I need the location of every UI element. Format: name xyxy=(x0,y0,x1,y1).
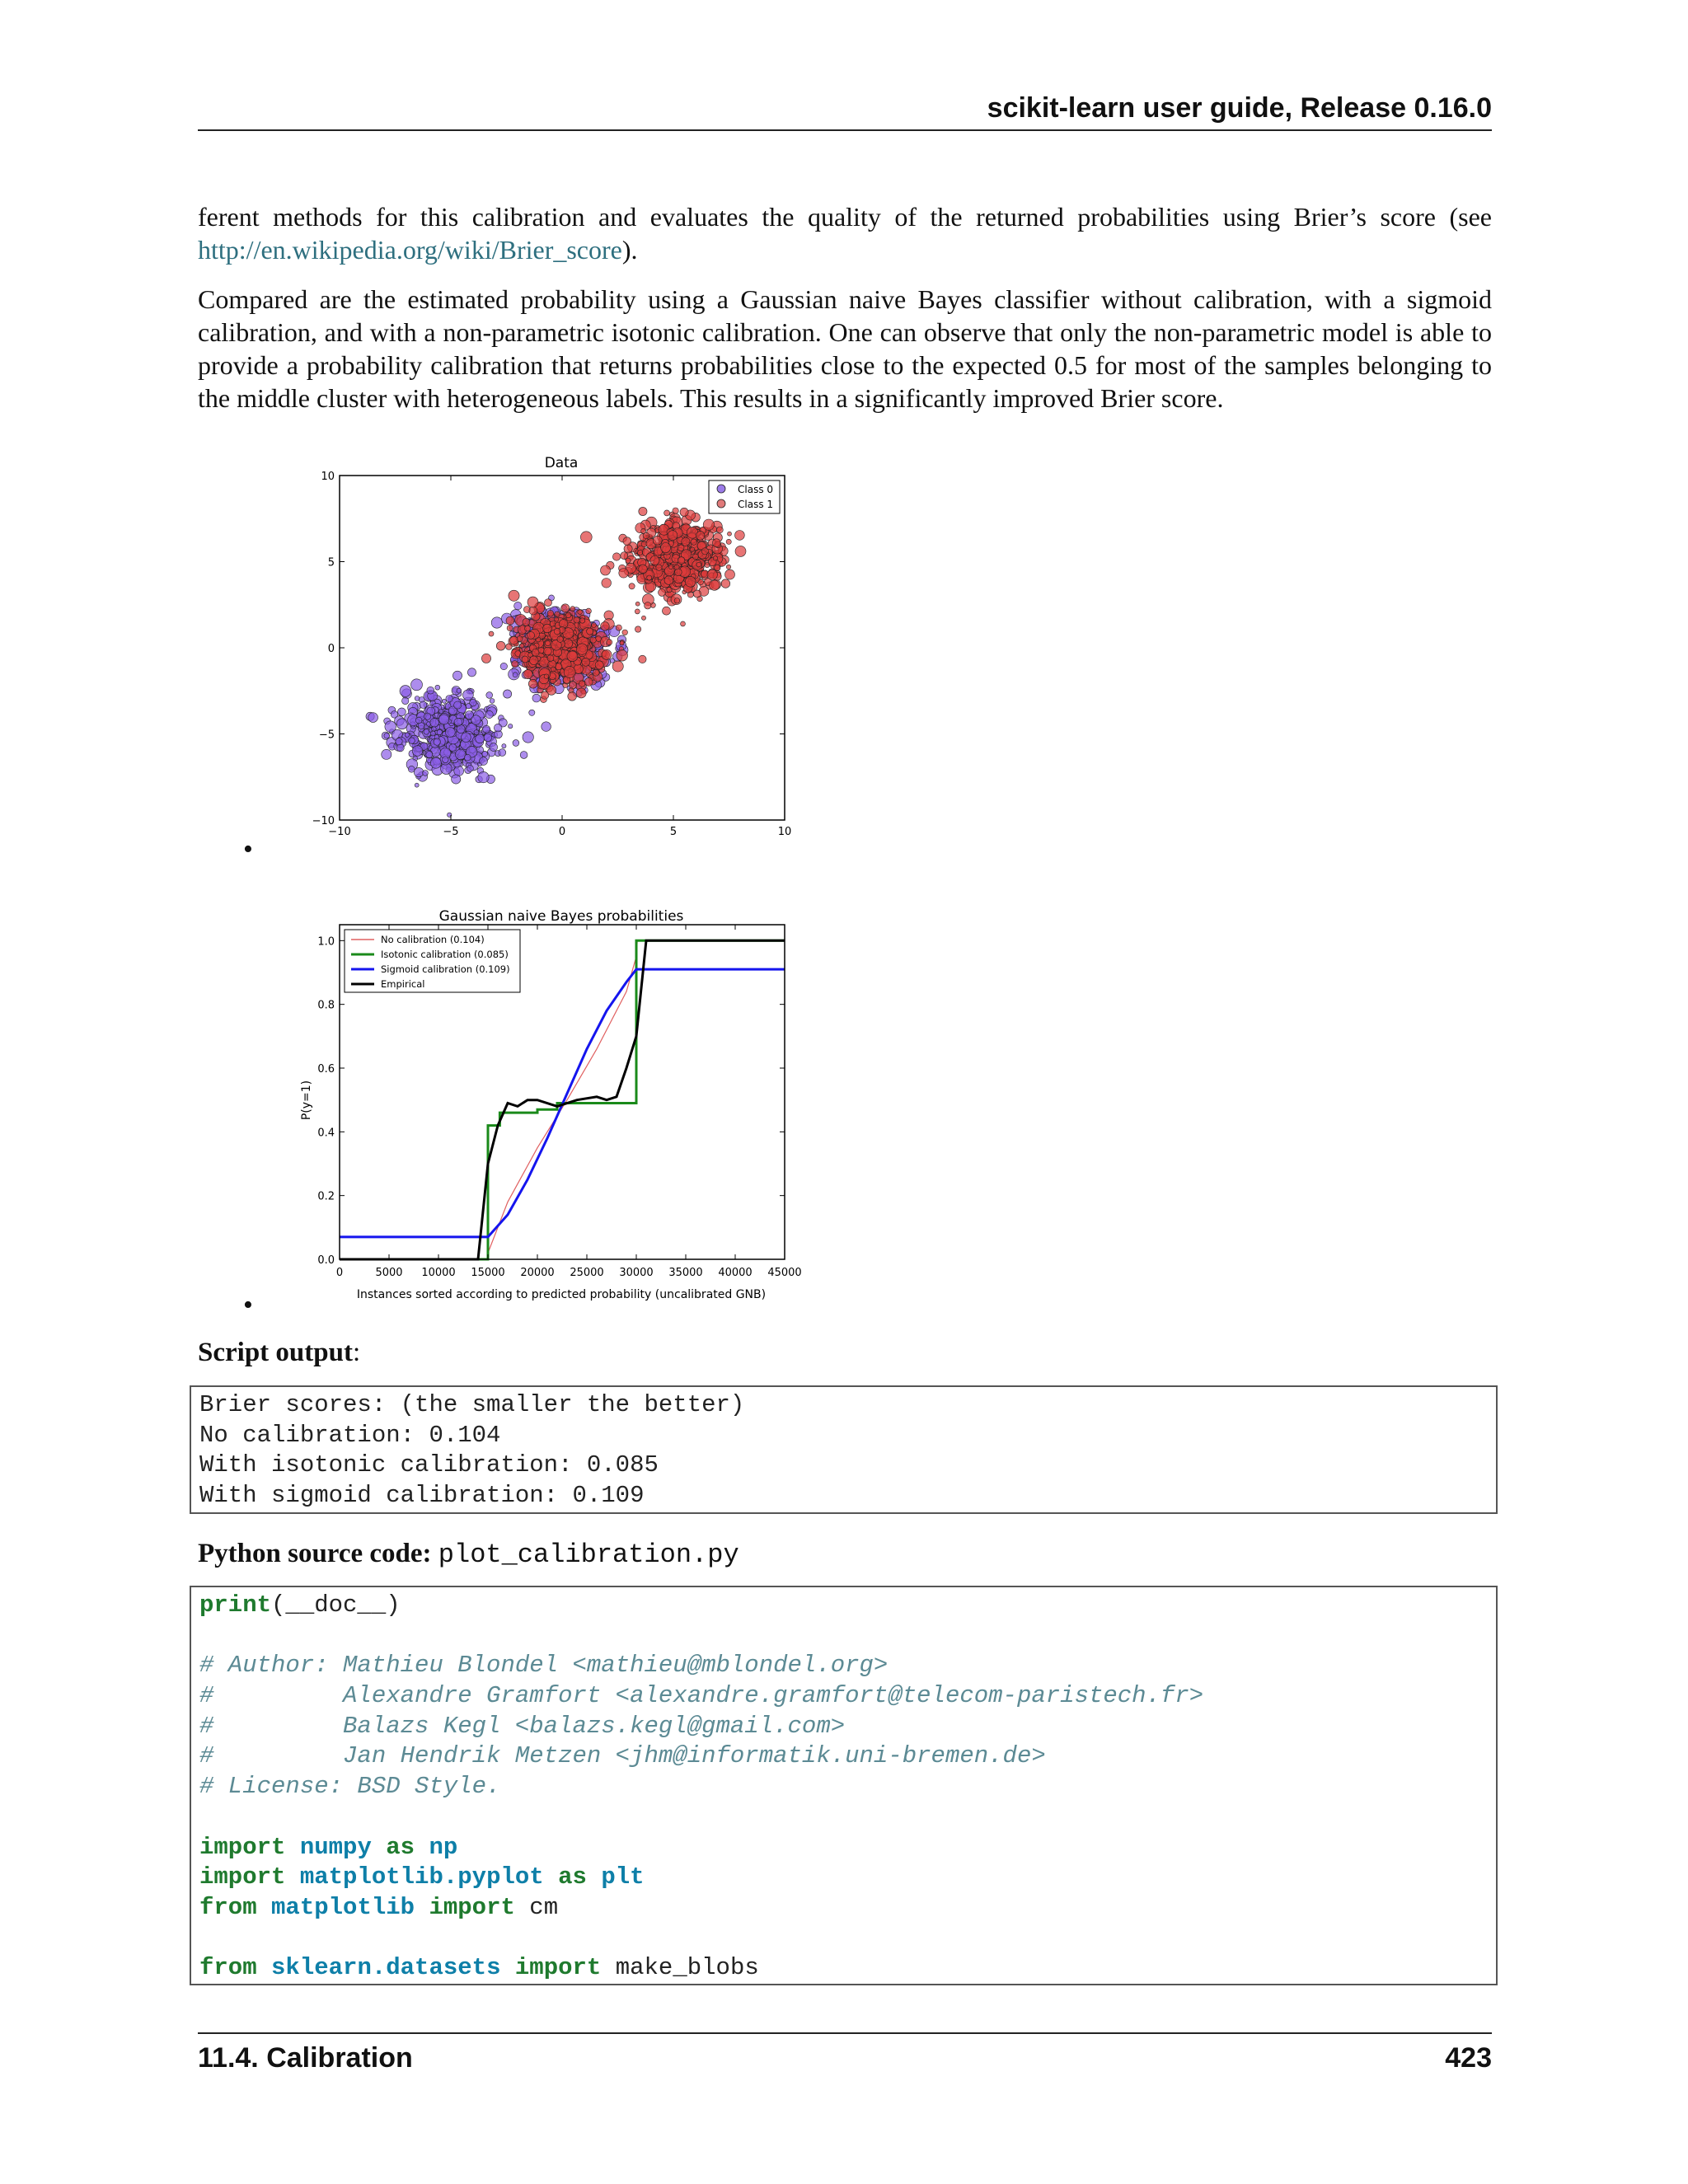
scatter-point-class1 xyxy=(565,612,571,618)
scatter-point-class1 xyxy=(693,554,699,560)
scatter-point-class1 xyxy=(715,565,720,570)
scatter-point-class1 xyxy=(681,621,686,626)
scatter-point-class1 xyxy=(509,590,519,601)
scatter-point-class0 xyxy=(467,668,476,677)
line-ytick-label: 0.0 xyxy=(317,1254,335,1267)
scatter-point-class0 xyxy=(462,733,471,743)
scatter-point-class1 xyxy=(623,537,631,546)
scatter-point-class0 xyxy=(398,708,406,716)
scatter-point-class1 xyxy=(620,641,624,645)
line-xtick-label: 30000 xyxy=(619,1267,654,1279)
scatter-xtick-label: 10 xyxy=(777,826,792,837)
code-token: as xyxy=(386,1833,415,1861)
scatter-point-class0 xyxy=(396,744,404,752)
scatter-xtick-label: −5 xyxy=(443,826,459,837)
scatter-title: Data xyxy=(544,455,579,471)
scatter-point-class0 xyxy=(424,729,429,735)
line-ytick-label: 0.6 xyxy=(317,1063,335,1076)
scatter-point-class1 xyxy=(517,636,523,642)
scatter-point-class1 xyxy=(528,631,535,639)
scatter-point-class0 xyxy=(542,722,551,732)
scatter-point-class0 xyxy=(400,686,411,697)
series-sigmoid xyxy=(340,969,785,1237)
scatter-point-class1 xyxy=(653,536,662,545)
scatter-point-class1 xyxy=(647,575,652,580)
scatter-point-class1 xyxy=(641,616,645,620)
scatter-point-class0 xyxy=(486,692,493,699)
scatter-point-class1 xyxy=(587,628,593,635)
scatter-point-class1 xyxy=(586,608,592,614)
code-token: import xyxy=(514,1954,602,1982)
scatter-point-class0 xyxy=(442,699,446,703)
scatter-point-class0 xyxy=(438,710,443,714)
scatter-point-class1 xyxy=(612,553,620,560)
source-code-title: Python source code: xyxy=(198,1539,432,1568)
scatter-point-class1 xyxy=(601,565,611,575)
scatter-point-class1 xyxy=(664,510,670,516)
scatter-point-class0 xyxy=(435,685,440,690)
scatter-point-class1 xyxy=(529,607,537,615)
scatter-point-class0 xyxy=(405,733,409,737)
scatter-point-class0 xyxy=(454,718,462,726)
scatter-point-class0 xyxy=(532,694,541,702)
data-scatter-chart xyxy=(288,449,799,837)
legend-label: Sigmoid calibration (0.109) xyxy=(381,963,510,975)
scatter-point-class1 xyxy=(528,679,537,688)
scatter-point-class0 xyxy=(457,688,462,693)
code-token: import xyxy=(199,1833,286,1861)
code-token: plt xyxy=(601,1863,645,1891)
scatter-point-class1 xyxy=(717,527,724,533)
scatter-point-class1 xyxy=(735,531,745,541)
scatter-point-class1 xyxy=(710,580,720,590)
scatter-ytick-label: 10 xyxy=(321,471,335,483)
footer-rule xyxy=(198,2032,1492,2034)
scatter-point-class0 xyxy=(402,697,409,704)
scatter-point-class0 xyxy=(439,715,449,724)
scatter-point-class1 xyxy=(635,626,640,632)
scatter-ytick-label: −5 xyxy=(318,729,335,742)
scatter-point-class1 xyxy=(639,507,647,515)
code-line xyxy=(191,1893,1496,1924)
code-token: cm xyxy=(529,1893,559,1921)
line-xtick-label: 15000 xyxy=(471,1267,505,1279)
scatter-xtick-label: 0 xyxy=(558,826,566,837)
scatter-point-class0 xyxy=(427,687,434,694)
scatter-point-class1 xyxy=(595,661,603,669)
scatter-point-class0 xyxy=(454,766,464,776)
scatter-point-class1 xyxy=(579,618,584,623)
scatter-point-class1 xyxy=(579,681,584,687)
scatter-point-class1 xyxy=(551,667,556,672)
line-xtick-label: 25000 xyxy=(570,1267,604,1279)
scatter-ytick-label: −10 xyxy=(312,815,335,827)
scatter-point-class1 xyxy=(667,587,672,592)
scatter-point-class0 xyxy=(420,701,427,709)
scatter-point-class1 xyxy=(678,557,685,565)
scatter-point-class0 xyxy=(467,766,474,772)
scatter-point-class1 xyxy=(584,677,593,686)
scatter-point-class0 xyxy=(415,717,422,724)
scatter-point-class0 xyxy=(480,757,488,766)
line-xtick-label: 10000 xyxy=(421,1267,456,1279)
scatter-point-class1 xyxy=(624,545,632,553)
scatter-point-class0 xyxy=(476,734,485,743)
code-line xyxy=(191,1924,1496,1954)
scatter-point-class0 xyxy=(430,757,441,768)
scatter-point-class1 xyxy=(592,623,597,628)
scatter-point-class0 xyxy=(384,733,390,738)
code-token: import xyxy=(429,1893,515,1921)
line-xtick-label: 35000 xyxy=(668,1267,703,1279)
scatter-point-class0 xyxy=(409,738,415,744)
scatter-point-class0 xyxy=(513,673,518,677)
scatter-point-class1 xyxy=(696,532,705,541)
scatter-ytick-label: 5 xyxy=(327,556,335,569)
scatter-point-class1 xyxy=(635,602,640,606)
legend-label: Empirical xyxy=(381,978,425,990)
output-line: With isotonic calibration: 0.085 xyxy=(199,1451,659,1479)
scatter-point-class0 xyxy=(452,671,462,680)
code-token: from xyxy=(199,1954,257,1982)
gnb-probabilities-chart xyxy=(288,902,816,1315)
scatter-point-class0 xyxy=(499,749,506,757)
scatter-point-class1 xyxy=(664,576,673,585)
page-number: 423 xyxy=(1445,2042,1492,2074)
legend-marker-class1 xyxy=(717,499,725,508)
scatter-point-class0 xyxy=(396,719,407,729)
scatter-point-class1 xyxy=(680,508,688,516)
scatter-point-class0 xyxy=(415,783,419,787)
scatter-point-class0 xyxy=(474,730,479,735)
legend-label: No calibration (0.104) xyxy=(381,934,485,945)
legend-marker-class0 xyxy=(717,485,725,493)
scatter-point-class1 xyxy=(639,565,648,574)
link-suffix: ). xyxy=(621,235,638,265)
scatter-point-class1 xyxy=(635,609,640,614)
scatter-point-class1 xyxy=(578,610,583,615)
scatter-point-class1 xyxy=(564,640,573,649)
scatter-points xyxy=(366,507,746,817)
code-token: matplotlib.pyplot xyxy=(299,1863,544,1891)
scatter-point-class1 xyxy=(728,532,732,536)
intro-paragraph xyxy=(198,200,1492,266)
scatter-point-class0 xyxy=(426,752,433,758)
scatter-point-class1 xyxy=(726,565,730,569)
scatter-point-class0 xyxy=(484,733,492,742)
scatter-point-class0 xyxy=(514,602,522,609)
scatter-point-class1 xyxy=(555,617,559,621)
scatter-point-class1 xyxy=(619,569,629,579)
code-comment: # Alexandre Gramfort <alexandre.gramfort@telecom-paristech.fr> xyxy=(199,1682,1204,1710)
scatter-point-class1 xyxy=(685,576,696,587)
scatter-point-class1 xyxy=(512,661,518,668)
scatter-point-class0 xyxy=(382,749,392,759)
scatter-point-class1 xyxy=(602,649,612,659)
scatter-point-class0 xyxy=(412,746,423,757)
scatter-legend xyxy=(709,480,780,513)
scatter-point-class1 xyxy=(582,658,590,666)
scatter-point-class1 xyxy=(721,579,730,588)
scatter-point-class1 xyxy=(523,618,530,626)
scatter-point-class1 xyxy=(481,654,490,663)
scatter-point-class0 xyxy=(494,724,502,732)
scatter-point-class1 xyxy=(617,650,628,662)
scatter-point-class1 xyxy=(668,531,678,541)
scatter-point-class0 xyxy=(483,725,490,733)
scatter-point-class1 xyxy=(523,670,532,679)
scatter-point-class0 xyxy=(396,738,402,745)
scatter-point-class0 xyxy=(437,729,442,734)
scatter-point-class0 xyxy=(446,696,452,702)
line-xtick-label: 0 xyxy=(335,1267,344,1279)
scatter-point-class1 xyxy=(547,655,554,662)
line-xtick-label: 40000 xyxy=(718,1267,753,1279)
code-token: (__doc__) xyxy=(271,1591,401,1619)
code-token: numpy xyxy=(299,1833,372,1861)
scatter-point-class1 xyxy=(650,556,659,565)
scatter-point-class1 xyxy=(528,597,538,607)
scatter-point-class1 xyxy=(520,644,524,648)
scatter-point-class1 xyxy=(639,655,646,663)
code-line xyxy=(191,1953,1496,1984)
line-ytick-label: 0.2 xyxy=(317,1190,335,1203)
scatter-point-class1 xyxy=(573,635,578,640)
bullet-1: • xyxy=(243,834,253,865)
scatter-point-class0 xyxy=(513,740,519,747)
scatter-point-class0 xyxy=(454,701,462,709)
output-line: With sigmoid calibration: 0.109 xyxy=(199,1482,645,1510)
scatter-point-class1 xyxy=(576,688,586,698)
code-token: make_blobs xyxy=(615,1954,759,1982)
scatter-point-class1 xyxy=(735,546,746,556)
scatter-point-class1 xyxy=(707,569,717,579)
scatter-point-class1 xyxy=(602,579,612,588)
scatter-point-class1 xyxy=(668,565,673,569)
scatter-point-class1 xyxy=(544,674,549,679)
scatter-point-class0 xyxy=(368,713,378,723)
scatter-point-class1 xyxy=(506,616,514,625)
scatter-point-class0 xyxy=(408,766,415,772)
line-ytick-label: 0.8 xyxy=(317,999,335,1012)
source-code-box xyxy=(190,1586,1498,1985)
scatter-point-class0 xyxy=(502,744,506,748)
scatter-point-class1 xyxy=(547,610,554,616)
scatter-point-class1 xyxy=(691,539,696,545)
output-line: Brier scores: (the smaller the better) xyxy=(199,1391,745,1418)
scatter-point-class1 xyxy=(507,626,513,631)
scatter-point-class1 xyxy=(703,519,714,530)
scatter-point-class1 xyxy=(663,607,671,615)
scatter-point-class1 xyxy=(645,602,651,609)
scatter-point-class1 xyxy=(656,565,662,570)
scatter-point-class1 xyxy=(525,626,531,631)
line-chart-title: Gaussian naive Bayes probabilities xyxy=(438,908,684,925)
line-ylabel: P(y=1) xyxy=(300,1080,313,1121)
brier-score-link[interactable]: http://en.wikipedia.org/wiki/Brier_score xyxy=(198,235,622,265)
scatter-point-class0 xyxy=(529,710,535,715)
bullet-2: • xyxy=(243,1290,253,1320)
scatter-point-class1 xyxy=(590,637,596,643)
scatter-point-class0 xyxy=(478,771,489,782)
scatter-point-class0 xyxy=(430,719,439,728)
scatter-point-class1 xyxy=(522,656,528,663)
code-comment: # License: BSD Style. xyxy=(199,1773,501,1801)
scatter-point-class1 xyxy=(682,537,690,546)
line-ytick-label: 1.0 xyxy=(317,935,335,949)
page-footer xyxy=(198,2042,1492,2074)
scatter-point-class0 xyxy=(463,690,474,701)
scatter-point-class0 xyxy=(471,715,481,724)
scatter-point-class0 xyxy=(523,732,533,743)
scatter-point-class1 xyxy=(506,644,513,650)
output-line: No calibration: 0.104 xyxy=(199,1421,501,1449)
script-output-box xyxy=(190,1385,1498,1514)
scatter-point-class0 xyxy=(482,751,488,757)
scatter-point-class1 xyxy=(612,661,623,672)
code-token: import xyxy=(199,1863,286,1891)
code-line xyxy=(191,1802,1496,1833)
scatter-point-class1 xyxy=(545,599,552,607)
scatter-point-class0 xyxy=(490,699,495,704)
code-token: sklearn.datasets xyxy=(271,1954,501,1982)
code-token: np xyxy=(429,1833,458,1861)
line-xlabel: Instances sorted according to predicted probability (uncalibrated GNB) xyxy=(356,1288,767,1301)
legend-label: Isotonic calibration (0.085) xyxy=(381,949,509,960)
scatter-point-class1 xyxy=(557,636,563,642)
code-comment: # Author: Mathieu Blondel <mathieu@mblondel.org> xyxy=(199,1652,889,1680)
scatter-point-class1 xyxy=(596,636,602,642)
scatter-point-class1 xyxy=(701,548,708,555)
scatter-point-class0 xyxy=(434,738,440,745)
scatter-point-class1 xyxy=(607,640,612,645)
scatter-point-class1 xyxy=(555,612,560,616)
scatter-point-class0 xyxy=(466,704,471,709)
scatter-point-class1 xyxy=(541,691,548,699)
running-header: scikit-learn user guide, Release 0.16.0 xyxy=(987,92,1492,124)
scatter-point-class0 xyxy=(430,731,435,736)
scatter-xtick-label: 5 xyxy=(669,826,678,837)
scatter-point-class1 xyxy=(629,583,635,589)
scatter-point-class0 xyxy=(449,744,457,752)
scatter-point-class1 xyxy=(574,616,580,623)
scatter-point-class1 xyxy=(622,630,628,635)
scatter-point-class1 xyxy=(621,552,628,560)
footer-section: 11.4. Calibration xyxy=(198,2042,413,2074)
line-xtick-label: 5000 xyxy=(375,1267,403,1279)
scatter-point-class1 xyxy=(726,539,731,544)
scatter-point-class1 xyxy=(561,604,570,612)
line-ytick-label: 0.4 xyxy=(317,1127,335,1140)
scatter-point-class1 xyxy=(532,649,539,656)
scatter-ytick-label: 0 xyxy=(327,643,335,655)
scatter-point-class1 xyxy=(554,628,560,635)
scatter-point-class1 xyxy=(678,545,684,551)
code-token: print xyxy=(199,1591,272,1619)
scatter-point-class0 xyxy=(432,727,437,732)
scatter-point-class0 xyxy=(520,752,528,759)
scatter-point-class1 xyxy=(690,547,694,551)
scatter-point-class1 xyxy=(567,651,578,662)
scatter-point-class1 xyxy=(713,556,717,560)
source-filename: plot_calibration.py xyxy=(438,1540,739,1570)
scatter-point-class1 xyxy=(696,562,701,567)
line-legend xyxy=(345,930,520,992)
scatter-point-class0 xyxy=(504,690,512,698)
scatter-point-class1 xyxy=(661,543,671,553)
scatter-point-class1 xyxy=(576,644,587,654)
code-line xyxy=(191,1863,1496,1893)
comparison-paragraph: Compared are the estimated probability using a Gaussian naive Bayes classifier without calibration, with a sigmoid calibration, and with a non-parametric isotonic calibration. One can observe that only the non-parametric model is able to provide a probability calibration that returns probabilities close to the expected 0.5 for most of the samples belonging to the middle cluster with heterogeneous labels. This results in a significantly improved Brier score. xyxy=(198,284,1492,413)
line-xtick-label: 20000 xyxy=(520,1267,555,1279)
scatter-point-class1 xyxy=(674,598,680,604)
legend-label-class0: Class 0 xyxy=(738,484,774,495)
scatter-point-class1 xyxy=(489,631,494,636)
scatter-point-class0 xyxy=(452,775,461,784)
scatter-point-class1 xyxy=(641,528,646,533)
scatter-xtick-label: −10 xyxy=(328,826,351,837)
scatter-point-class0 xyxy=(500,663,507,669)
code-line xyxy=(191,1833,1496,1863)
line-xtick-label: 45000 xyxy=(767,1267,802,1279)
legend-label-class1: Class 1 xyxy=(738,499,774,510)
script-output-title: Script output xyxy=(198,1338,353,1367)
code-token: as xyxy=(558,1863,587,1891)
scatter-point-class1 xyxy=(659,588,666,596)
scatter-point-class1 xyxy=(564,667,575,678)
scatter-point-class0 xyxy=(424,713,431,719)
scatter-point-class0 xyxy=(423,771,429,776)
scatter-point-class1 xyxy=(593,669,599,676)
code-comment: # Balazs Kegl <balazs.kegl@gmail.com> xyxy=(199,1712,846,1740)
code-line xyxy=(191,1621,1496,1652)
code-token: from xyxy=(199,1893,257,1921)
scatter-point-class0 xyxy=(490,743,498,752)
scatter-point-class0 xyxy=(464,754,471,761)
scatter-point-class1 xyxy=(568,692,577,701)
script-output-label: Script output: xyxy=(198,1338,361,1367)
scatter-point-class0 xyxy=(443,757,449,763)
source-code-label xyxy=(198,1539,739,1570)
header-rule xyxy=(198,129,1492,131)
scatter-point-class1 xyxy=(580,532,592,543)
scatter-point-class1 xyxy=(712,539,720,547)
scatter-point-class1 xyxy=(545,640,550,645)
scatter-point-class1 xyxy=(570,607,575,612)
scatter-point-class0 xyxy=(491,617,502,628)
scatter-point-class0 xyxy=(485,710,493,718)
scatter-point-class0 xyxy=(411,679,423,691)
scatter-point-class1 xyxy=(544,647,552,655)
scatter-point-class0 xyxy=(445,728,455,738)
scatter-point-class1 xyxy=(675,569,682,576)
scatter-point-class1 xyxy=(543,624,552,633)
code-comment: # Jan Hendrik Metzen <jhm@informatik.uni-bremen.de> xyxy=(199,1742,1046,1770)
intro-line: ferent methods for this calibration and evaluates the quality of the returned probabilities using Brier’s score (see xyxy=(198,202,1492,232)
scatter-point-class1 xyxy=(529,656,538,665)
code-token: matplotlib xyxy=(271,1893,415,1921)
code-line xyxy=(191,1591,1496,1621)
scatter-point-class1 xyxy=(601,622,610,631)
scatter-point-class1 xyxy=(637,551,642,555)
scatter-point-class0 xyxy=(509,724,513,728)
scatter-point-class1 xyxy=(616,625,621,630)
scatter-point-class1 xyxy=(496,641,505,650)
scatter-point-class1 xyxy=(725,569,735,579)
